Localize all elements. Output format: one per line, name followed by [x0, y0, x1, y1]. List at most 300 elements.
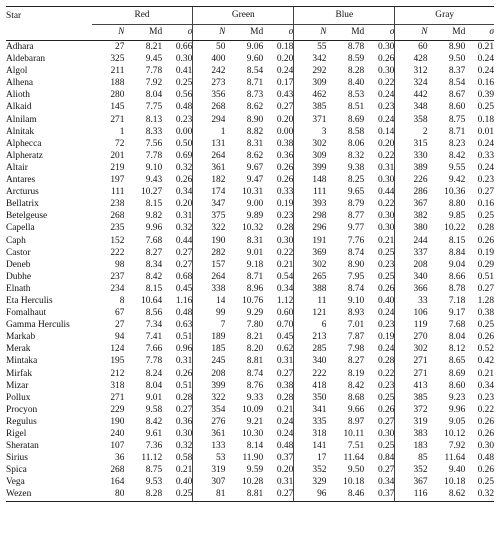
blue-n-cell: 111 [294, 186, 327, 198]
blue-md-cell: 8.93 [347, 308, 365, 319]
blue-sigma-cell: 0.14 [377, 126, 395, 137]
table-row [6, 150, 494, 162]
red-sigma-cell: 0.27 [175, 404, 193, 415]
blue-sigma-cell: 0.30 [377, 175, 395, 186]
blue-n-cell: 96 [294, 488, 327, 501]
blue-sigma-cell: 0.20 [377, 138, 395, 149]
red-md-cell: 8.15 [145, 199, 163, 210]
star-name-cell: Sheratan [6, 441, 39, 452]
gray-n-cell: 340 [395, 271, 428, 283]
table-row [6, 343, 494, 355]
table-row [6, 319, 494, 331]
gray-md-cell: 8.80 [448, 199, 466, 210]
red-sigma-cell: 0.66 [175, 42, 193, 52]
blue-n-cell: 309 [294, 77, 327, 89]
green-n-cell: 347 [193, 198, 226, 210]
table-row [6, 355, 494, 367]
gray-md-cell: 9.50 [448, 54, 466, 65]
green-n-cell: 361 [193, 162, 226, 174]
gray-md-cell: 8.62 [428, 488, 466, 501]
red-md-cell: 8.21 [145, 42, 163, 52]
blue-md-cell: 8.59 [347, 54, 365, 65]
blue-md-cell: 8.40 [347, 78, 365, 89]
gray-n-cell: 208 [395, 259, 428, 271]
green-n-cell: 245 [193, 355, 226, 367]
gray-md-cell: 7.92 [448, 441, 466, 452]
green-md-cell: 8.76 [246, 380, 264, 391]
blue-n-cell: 17 [294, 452, 327, 464]
red-md-cell: 8.13 [145, 114, 163, 125]
green-sigma-cell: 0.70 [276, 320, 294, 331]
green-n-cell: 133 [193, 440, 226, 452]
green-md-cell: 8.31 [246, 138, 264, 149]
red-sigma-cell: 0.36 [175, 416, 193, 427]
green-n-cell: 361 [193, 428, 226, 440]
green-n-cell: 338 [193, 283, 226, 295]
red-sigma-cell: 0.32 [175, 162, 193, 173]
gray-n-cell: 413 [395, 380, 428, 392]
blue-sigma-cell: 0.44 [377, 187, 395, 198]
gray-sigma-cell: 0.26 [477, 429, 494, 439]
red-group-header: Red [92, 7, 193, 25]
star-name-cell: Gamma Herculis [6, 320, 70, 331]
star-name-cell: Betelgeuse [6, 211, 48, 222]
red-n-cell: 238 [110, 199, 125, 210]
green-md-cell: 9.33 [246, 392, 264, 403]
red-sigma-cell: 0.20 [175, 199, 193, 210]
blue-sigma-cell: 0.22 [377, 78, 395, 89]
gray-n-cell: 106 [395, 307, 428, 319]
green-sigma-cell: 0.27 [276, 368, 294, 379]
blue-md-cell: 8.78 [347, 42, 365, 52]
star-name-cell: Altair [6, 162, 28, 173]
green-sigma-cell: 1.12 [276, 295, 294, 306]
gray-sigma-cell: 0.51 [477, 271, 494, 282]
blue-n-cell: 318 [294, 428, 327, 440]
gray-md-cell: 9.23 [448, 392, 466, 403]
blue-sigma-cell: 0.27 [377, 416, 395, 427]
green-n-header: N [193, 25, 226, 41]
red-sigma-cell: 0.30 [175, 54, 193, 65]
red-sigma-cell: 0.26 [175, 175, 193, 186]
gray-md-cell: 10.18 [444, 477, 466, 488]
red-md-cell: 9.45 [145, 54, 163, 65]
green-md-cell: 9.60 [246, 54, 264, 65]
blue-md-cell: 8.69 [347, 114, 365, 125]
blue-n-cell: 6 [294, 319, 327, 331]
green-md-cell: 11.90 [242, 453, 264, 464]
gray-md-cell: 10.22 [444, 223, 466, 234]
green-md-cell: 8.81 [246, 356, 264, 367]
red-sigma-cell: 0.58 [175, 453, 193, 464]
sub-header-row [6, 25, 494, 41]
red-sigma-cell: 0.30 [175, 429, 193, 439]
red-sigma-cell: 0.31 [175, 211, 193, 222]
green-md-cell: 8.74 [246, 368, 264, 379]
green-sigma-cell: 0.17 [276, 78, 294, 89]
red-md-cell: 8.34 [145, 259, 163, 270]
red-sigma-cell: 0.48 [175, 102, 193, 113]
blue-n-cell: 388 [294, 283, 327, 295]
blue-n-cell: 121 [294, 307, 327, 319]
gray-n-cell: 2 [395, 126, 428, 138]
blue-n-cell: 309 [294, 150, 327, 162]
red-n-cell: 268 [110, 465, 125, 476]
blue-n-cell: 55 [294, 41, 327, 54]
gray-sigma-cell: 0.27 [477, 283, 494, 294]
green-n-cell: 208 [193, 368, 226, 380]
green-md-cell: 10.76 [242, 295, 264, 306]
green-n-cell: 264 [193, 150, 226, 162]
star-name-cell: Eta Herculis [6, 295, 53, 306]
table-row [6, 247, 494, 259]
red-md-cell: 9.61 [145, 429, 163, 439]
star-name-cell: Mizar [6, 380, 29, 391]
blue-n-cell: 298 [294, 210, 327, 222]
gray-n-cell: 352 [395, 464, 428, 476]
star-name-cell: Merak [6, 344, 31, 355]
gray-sigma-header: σ [465, 25, 494, 41]
green-sigma-cell: 0.38 [276, 138, 294, 149]
blue-md-cell: 8.68 [347, 392, 365, 403]
gray-md-cell: 9.17 [448, 308, 466, 319]
green-md-cell: 8.71 [246, 78, 264, 89]
green-n-cell: 354 [193, 404, 226, 416]
gray-n-cell: 372 [395, 404, 428, 416]
red-n-cell: 235 [110, 223, 125, 234]
red-md-cell: 7.56 [145, 138, 163, 149]
blue-sigma-header: σ [364, 25, 395, 41]
red-md-cell: 7.68 [145, 235, 163, 246]
star-name-cell: Wezen [6, 488, 92, 501]
green-sigma-cell: 0.28 [276, 223, 294, 234]
red-md-cell: 7.78 [145, 150, 163, 161]
green-n-cell: 322 [193, 222, 226, 234]
blue-n-cell: 302 [294, 138, 327, 150]
gray-n-cell: 312 [395, 65, 428, 77]
gray-n-cell: 183 [395, 440, 428, 452]
green-md-cell: 8.90 [246, 114, 264, 125]
red-md-cell: 7.41 [145, 332, 163, 343]
star-name-cell: Pollux [6, 392, 31, 403]
red-sigma-cell: 0.25 [162, 488, 193, 501]
green-md-cell: 9.89 [246, 211, 264, 222]
red-n-cell: 229 [110, 404, 125, 415]
blue-n-cell: 335 [294, 416, 327, 428]
red-n-cell: 271 [110, 114, 125, 125]
gray-n-cell: 337 [395, 247, 428, 259]
red-md-cell: 9.82 [145, 211, 163, 222]
red-sigma-cell: 1.16 [175, 295, 193, 306]
green-n-cell: 185 [193, 343, 226, 355]
red-md-cell: 9.58 [145, 404, 163, 415]
green-sigma-cell: 0.34 [276, 283, 294, 294]
gray-md-cell: 9.96 [448, 404, 466, 415]
green-n-cell: 81 [193, 488, 226, 501]
red-md-cell: 8.24 [145, 368, 163, 379]
star-name-cell: Alnitak [6, 126, 35, 137]
green-md-cell: 9.67 [246, 162, 264, 173]
green-sigma-cell: 0.20 [276, 114, 294, 125]
table-row [6, 138, 494, 150]
red-sigma-cell: 0.00 [175, 126, 193, 137]
blue-md-cell: 9.10 [347, 295, 365, 306]
green-n-cell: 189 [193, 331, 226, 343]
green-md-cell: 9.59 [246, 465, 264, 476]
red-n-cell: 271 [110, 392, 125, 403]
green-sigma-cell: 0.19 [276, 199, 294, 210]
gray-sigma-cell: 0.25 [477, 320, 494, 331]
green-md-cell: 9.01 [246, 247, 264, 258]
red-md-cell: 7.92 [145, 78, 163, 89]
table-row [6, 283, 494, 295]
gray-n-cell: 271 [395, 355, 428, 367]
red-n-cell: 201 [110, 150, 125, 161]
red-md-cell: 7.75 [145, 102, 163, 113]
blue-n-cell: 11 [294, 295, 327, 307]
green-sigma-cell: 0.22 [276, 247, 294, 258]
gray-md-cell: 8.60 [448, 380, 466, 391]
red-n-cell: 98 [115, 259, 125, 270]
red-n-cell: 8 [119, 295, 125, 306]
gray-md-cell: 10.12 [444, 429, 466, 439]
blue-md-cell: 8.32 [347, 150, 365, 161]
gray-n-cell: 366 [395, 283, 428, 295]
gray-md-cell: 9.85 [448, 211, 466, 222]
gray-n-cell: 428 [395, 53, 428, 65]
blue-md-cell: 8.79 [347, 199, 365, 210]
red-sigma-cell: 0.26 [175, 368, 193, 379]
blue-sigma-cell: 0.23 [377, 320, 395, 331]
green-n-cell: 307 [193, 476, 226, 488]
green-sigma-cell: 0.26 [276, 175, 294, 186]
gray-md-cell: 8.75 [448, 114, 466, 125]
red-sigma-cell: 0.50 [175, 138, 193, 149]
gray-n-cell: 382 [395, 210, 428, 222]
star-name-cell: Alnilam [6, 114, 37, 125]
gray-md-cell: 8.90 [448, 42, 466, 52]
gray-sigma-cell: 0.28 [477, 223, 494, 234]
red-n-cell: 111 [111, 187, 125, 198]
green-md-cell: 9.47 [246, 175, 264, 186]
gray-md-cell: 9.04 [448, 259, 466, 270]
red-n-cell: 1 [119, 126, 125, 137]
table-row [6, 162, 494, 174]
gray-group-header: Gray [395, 7, 494, 25]
gray-n-cell: 119 [395, 319, 428, 331]
red-n-cell: 152 [110, 235, 125, 246]
red-n-cell: 197 [110, 175, 125, 186]
gray-n-cell: 358 [395, 114, 428, 126]
green-n-cell: 50 [193, 41, 226, 54]
star-photometry-table [6, 6, 494, 502]
red-n-cell: 222 [110, 247, 125, 258]
green-sigma-cell: 0.20 [276, 465, 294, 476]
blue-md-cell: 8.42 [347, 380, 365, 391]
gray-md-cell: 8.42 [448, 150, 466, 161]
star-name-cell: Regulus [6, 416, 37, 427]
gray-md-cell: 8.04 [448, 332, 466, 343]
blue-n-cell: 385 [294, 101, 327, 113]
star-name-cell: Vega [6, 477, 25, 488]
green-sigma-cell: 0.31 [276, 477, 294, 488]
table-row [6, 222, 494, 234]
green-sigma-cell: 0.33 [276, 187, 294, 198]
green-sigma-cell: 0.48 [276, 441, 294, 452]
green-sigma-cell: 0.21 [276, 259, 294, 270]
star-name-cell: Fomalhaut [6, 308, 47, 319]
red-md-cell: 8.15 [145, 283, 163, 294]
green-n-cell: 319 [193, 464, 226, 476]
green-md-cell: 8.62 [246, 102, 264, 113]
gray-sigma-cell: 0.18 [477, 114, 494, 125]
blue-sigma-cell: 0.30 [377, 429, 395, 439]
blue-sigma-cell: 0.28 [377, 356, 395, 367]
green-md-cell: 8.82 [246, 126, 264, 137]
gray-n-cell: 116 [395, 488, 428, 501]
gray-sigma-cell: 0.24 [477, 162, 494, 173]
blue-md-cell: 9.50 [347, 465, 365, 476]
blue-md-cell: 8.27 [347, 356, 365, 367]
gray-sigma-cell: 0.16 [477, 199, 494, 210]
green-sigma-cell: 0.27 [263, 488, 294, 501]
table-row [6, 89, 494, 101]
green-n-cell: 174 [193, 186, 226, 198]
red-n-cell: 27 [115, 42, 125, 52]
green-sigma-cell: 0.24 [276, 66, 294, 77]
table-body [6, 41, 494, 502]
blue-sigma-cell: 0.27 [377, 465, 395, 476]
blue-sigma-cell: 0.31 [377, 162, 395, 173]
blue-md-cell: 7.95 [347, 271, 365, 282]
gray-sigma-cell: 0.29 [477, 259, 494, 270]
gray-md-cell: 11.64 [444, 453, 466, 464]
gray-md-cell: 7.68 [448, 320, 466, 331]
blue-n-cell: 393 [294, 198, 327, 210]
gray-md-cell: 10.36 [444, 187, 466, 198]
gray-md-cell: 8.67 [448, 90, 466, 101]
gray-n-cell: 271 [395, 368, 428, 380]
red-n-cell: 318 [110, 380, 125, 391]
gray-sigma-cell: 0.32 [465, 488, 494, 501]
blue-md-cell: 8.19 [347, 368, 365, 379]
green-md-cell: 10.28 [242, 477, 264, 488]
green-n-cell: 264 [193, 271, 226, 283]
red-md-cell: 8.42 [145, 416, 163, 427]
table-row [6, 271, 494, 283]
red-n-header: N [92, 25, 125, 41]
table-row [6, 440, 494, 452]
red-n-cell: 280 [110, 90, 125, 101]
red-md-cell: 7.78 [145, 66, 163, 77]
blue-n-header: N [294, 25, 327, 41]
blue-md-cell: 10.11 [343, 429, 365, 439]
red-md-cell: 9.01 [145, 392, 163, 403]
green-n-cell: 182 [193, 174, 226, 186]
gray-md-cell: 8.71 [448, 126, 466, 137]
star-name-cell: Alkaid [6, 102, 32, 113]
red-sigma-cell: 0.25 [175, 78, 193, 89]
blue-md-cell: 8.25 [347, 175, 365, 186]
gray-n-cell: 60 [395, 41, 428, 54]
blue-md-cell: 7.87 [347, 332, 365, 343]
red-sigma-cell: 0.40 [175, 477, 193, 488]
red-n-cell: 67 [115, 308, 125, 319]
green-sigma-cell: 0.54 [276, 271, 294, 282]
blue-sigma-cell: 0.23 [377, 380, 395, 391]
green-sigma-cell: 0.28 [276, 392, 294, 403]
blue-md-cell: 8.58 [347, 126, 365, 137]
blue-n-cell: 399 [294, 162, 327, 174]
red-md-cell: 8.04 [145, 380, 163, 391]
blue-sigma-cell: 0.22 [377, 368, 395, 379]
table-row [6, 77, 494, 89]
red-md-cell: 7.78 [145, 356, 163, 367]
green-md-cell: 8.54 [246, 66, 264, 77]
red-n-cell: 27 [115, 320, 125, 331]
gray-sigma-cell: 0.26 [477, 235, 494, 246]
green-md-cell: 9.29 [246, 308, 264, 319]
star-name-cell: Algol [6, 66, 28, 77]
blue-sigma-cell: 0.25 [377, 271, 395, 282]
gray-md-cell: 9.55 [448, 162, 466, 173]
green-md-cell: 8.96 [246, 283, 264, 294]
gray-sigma-cell: 0.26 [477, 332, 494, 343]
gray-sigma-cell: 0.25 [477, 477, 494, 488]
green-n-cell: 1 [193, 126, 226, 138]
gray-sigma-cell: 0.26 [477, 465, 494, 476]
star-subheader-empty [6, 25, 92, 41]
gray-sigma-cell: 0.25 [477, 211, 494, 222]
star-name-cell: Alhena [6, 78, 34, 89]
gray-md-cell: 8.37 [448, 66, 466, 77]
star-name-cell: Sirius [6, 453, 28, 464]
red-sigma-cell: 0.27 [175, 259, 193, 270]
red-md-cell: 11.12 [141, 453, 163, 464]
blue-sigma-cell: 0.30 [377, 223, 395, 234]
red-n-cell: 325 [110, 54, 125, 65]
blue-n-cell: 213 [294, 331, 327, 343]
green-sigma-cell: 0.31 [276, 356, 294, 367]
green-md-cell: 8.71 [246, 271, 264, 282]
table-row [6, 210, 494, 222]
green-sigma-cell: 0.21 [276, 404, 294, 415]
table-row [6, 295, 494, 307]
red-sigma-cell: 0.27 [175, 247, 193, 258]
star-name-cell: Rigel [6, 429, 27, 439]
blue-n-cell: 329 [294, 476, 327, 488]
blue-sigma-cell: 0.84 [377, 453, 395, 464]
star-name-cell: Procyon [6, 404, 38, 415]
gray-sigma-cell: 0.39 [477, 90, 494, 101]
gray-sigma-cell: 0.42 [477, 356, 494, 367]
table-row [6, 452, 494, 464]
gray-md-cell: 8.23 [448, 138, 466, 149]
table-row [6, 259, 494, 271]
star-name-cell: Mintaka [6, 356, 38, 367]
table-row [6, 174, 494, 186]
gray-n-cell: 226 [395, 174, 428, 186]
green-md-cell: 9.06 [246, 42, 264, 52]
table-row [6, 368, 494, 380]
gray-n-cell: 389 [395, 162, 428, 174]
gray-n-cell: 85 [395, 452, 428, 464]
green-sigma-cell: 0.00 [276, 126, 294, 137]
green-sigma-cell: 0.18 [276, 42, 294, 52]
red-n-cell: 212 [110, 368, 125, 379]
blue-md-cell: 7.76 [347, 235, 365, 246]
blue-sigma-cell: 0.24 [377, 308, 395, 319]
